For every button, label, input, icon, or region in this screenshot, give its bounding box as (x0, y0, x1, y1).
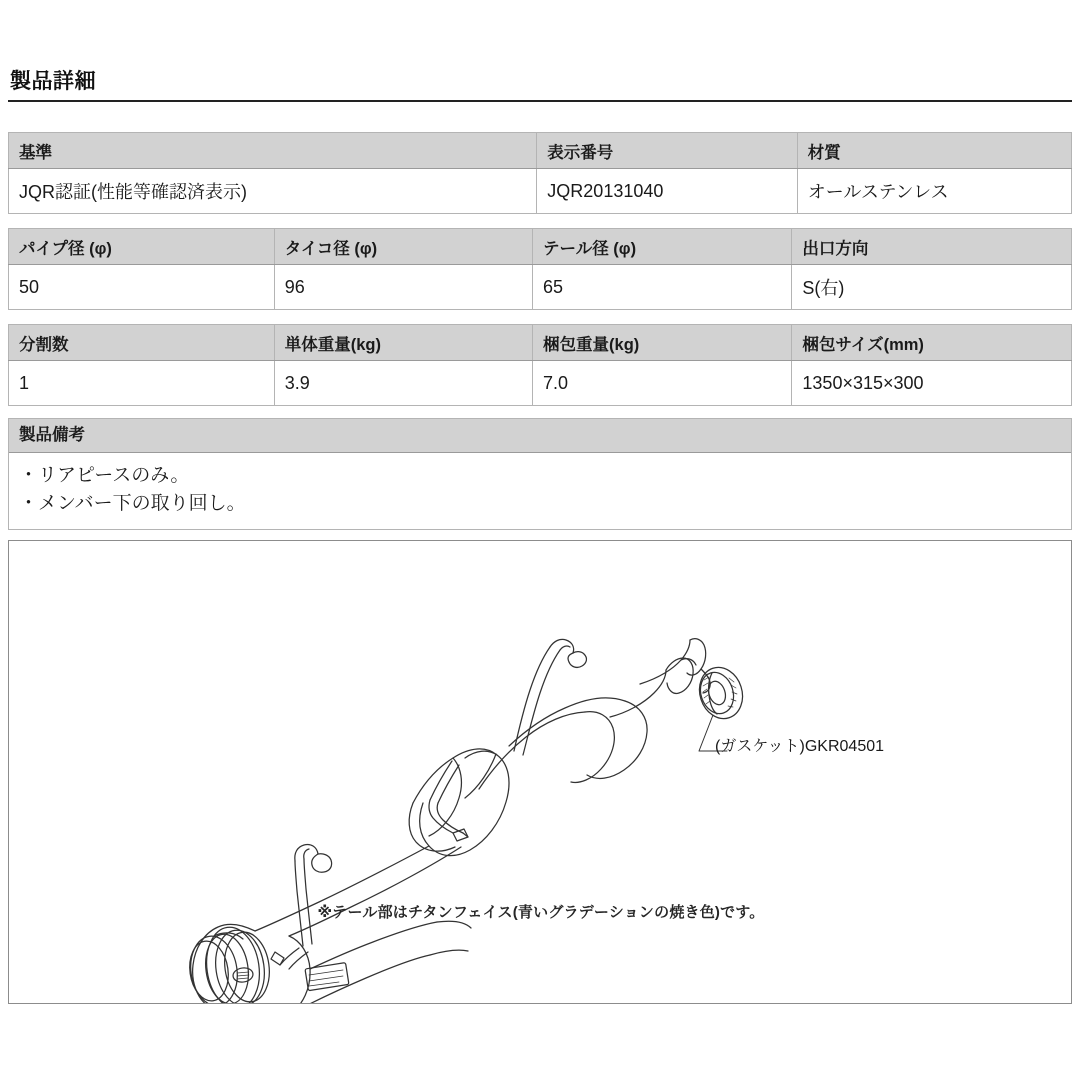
table-row (9, 169, 1072, 214)
main-muffler (186, 921, 471, 1004)
column-header-material: 材質 (797, 133, 1071, 169)
column-header-outlet-direction: 出口方向 (792, 229, 1072, 265)
product-remarks-panel (8, 418, 1072, 530)
cell-package-weight-value: 7.0 (533, 361, 792, 406)
packaging-table (8, 324, 1072, 406)
page-title: 製品詳細 (10, 70, 96, 93)
column-header-standard: 基準 (9, 133, 537, 169)
column-header-unit-weight: 単体重量(kg) (274, 325, 532, 361)
cell-package-size-value: 1350×315×300 (792, 361, 1072, 406)
cell-tail-diameter-value: 65 (533, 265, 792, 310)
remark-line: ・メンバー下の取り回し。 (19, 492, 246, 514)
section-header (8, 70, 1072, 102)
table-header-row (9, 229, 1072, 265)
title-divider (8, 100, 1072, 102)
tail-logo-badge (232, 967, 254, 984)
remark-line: ・リアピースのみ。 (19, 465, 190, 486)
muffler-brand-plate (305, 963, 349, 991)
mid-resonator (409, 698, 647, 856)
table-header-row (9, 133, 1072, 169)
column-header-drum-diameter: タイコ径 (φ) (274, 229, 532, 265)
cell-outlet-direction-value: S(右) (792, 265, 1072, 310)
column-header-display-number: 表示番号 (537, 133, 797, 169)
cell-unit-weight-value: 3.9 (274, 361, 532, 406)
cell-standard-value: JQR認証(性能等確認済表示) (9, 169, 537, 214)
front-flange-pipe (610, 639, 710, 717)
cell-split-count-value: 1 (9, 361, 275, 406)
standard-table (8, 132, 1072, 214)
product-figure-frame (8, 540, 1072, 1004)
table-row (9, 361, 1072, 406)
column-header-tail-diameter: テール径 (φ) (533, 229, 792, 265)
column-header-package-weight: 梱包重量(kg) (533, 325, 792, 361)
cell-pipe-diameter-value: 50 (9, 265, 275, 310)
table-header-row (9, 325, 1072, 361)
cell-drum-diameter-value: 96 (274, 265, 532, 310)
column-header-pipe-diameter: パイプ径 (φ) (9, 229, 275, 265)
remarks-heading: 製品備考 (9, 419, 1071, 453)
column-header-split-count: 分割数 (9, 325, 275, 361)
main-pipe (255, 846, 461, 936)
exhaust-system-drawing (9, 541, 1072, 1004)
muffler-hanger-bracket (271, 948, 308, 969)
remarks-body (9, 453, 1071, 529)
figure-caption: ※テール部はチタンフェイス(青いグラデーションの焼き色)です。 (317, 904, 765, 921)
gasket-part-label: (ガスケット)GKR04501 (715, 738, 885, 755)
dimensions-table (8, 228, 1072, 310)
table-row (9, 265, 1072, 310)
column-header-package-size: 梱包サイズ(mm) (792, 325, 1072, 361)
cell-display-number-value: JQR20131040 (537, 169, 797, 214)
cell-material-value: オールステンレス (797, 169, 1071, 214)
